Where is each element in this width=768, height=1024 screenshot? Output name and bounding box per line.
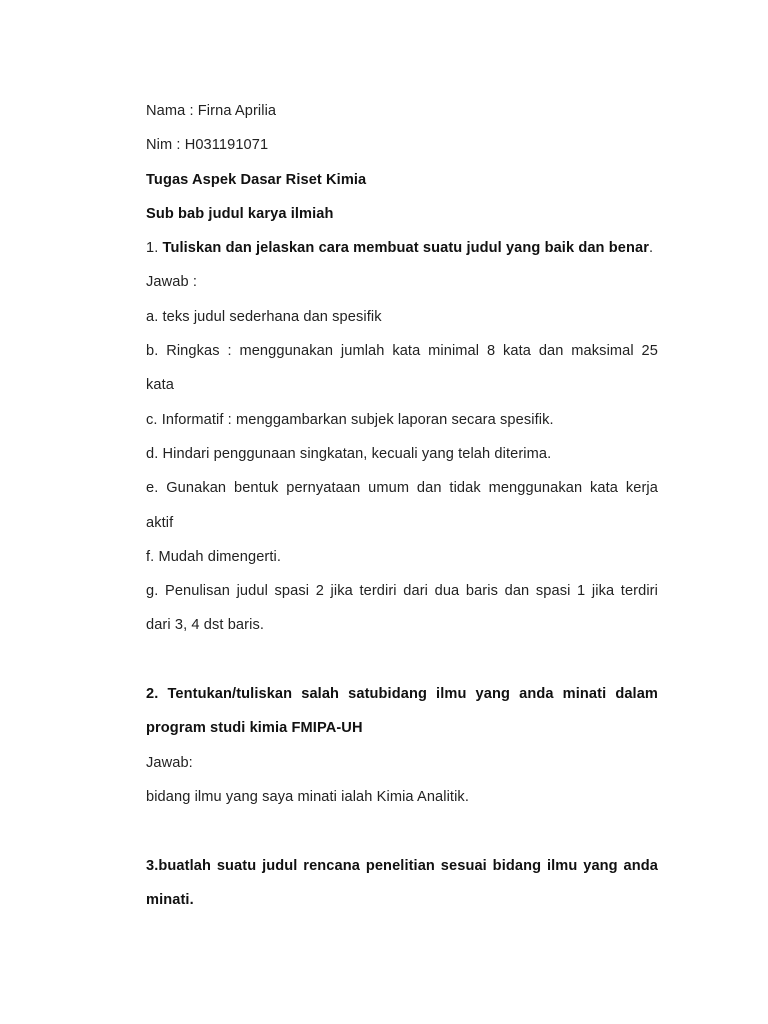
answer-1-item-g-line2: dari 3, 4 dst baris.: [146, 617, 264, 634]
answer-1-item-e-line1: e. Gunakan bentuk pernyataan umum dan tidak menggunakan kata kerja: [146, 480, 658, 497]
answer-1-item-e-line2: aktif: [146, 514, 174, 531]
answer-1-item-c: c. Informatif : menggambarkan subjek laporan secara spesifik.: [146, 411, 554, 428]
question-3-line1: 3.buatlah suatu judul rencana penelitian sesuai bidang ilmu yang anda: [146, 857, 658, 874]
document-page: [146, 98, 658, 921]
answer-1-item-g-line1: g. Penulisan judul spasi 2 jika terdiri dari dua baris dan spasi 1 jika terdiri: [146, 583, 658, 600]
assignment-title: Tugas Aspek Dasar Riset Kimia: [146, 171, 367, 188]
question-1-period: .: [648, 240, 654, 257]
assignment-subtitle: Sub bab judul karya ilmiah: [146, 205, 334, 222]
spacer: [146, 647, 658, 681]
question-3-line2: minati.: [146, 891, 194, 908]
answer-1-label: Jawab :: [146, 274, 197, 291]
student-nim: Nim : H031191071: [146, 137, 269, 154]
question-2-line2: program studi kimia FMIPA-UH: [146, 720, 363, 737]
answer-1-item-b-line1: b. Ringkas : menggunakan jumlah kata minimal 8 kata dan maksimal 25: [146, 343, 658, 360]
answer-1-item-b-line2: kata: [146, 377, 174, 394]
question-2-line1: 2. Tentukan/tuliskan salah satubidang ilmu yang anda minati dalam: [146, 686, 658, 703]
question-1-number: 1.: [146, 240, 163, 257]
question-1-text: Tuliskan dan jelaskan cara membuat suatu judul yang baik dan benar: [162, 240, 649, 257]
answer-2-label: Jawab:: [146, 754, 193, 771]
answer-2-text: bidang ilmu yang saya minati ialah Kimia Analitik.: [146, 788, 469, 805]
answer-1-item-a: a. teks judul sederhana dan spesifik: [146, 308, 382, 325]
student-name: Nama : Firna Aprilia: [146, 103, 277, 119]
question-1: [146, 235, 658, 269]
spacer: [146, 818, 658, 852]
answer-1-item-d: d. Hindari penggunaan singkatan, kecuali yang telah diterima.: [146, 445, 552, 462]
answer-1-item-f: f. Mudah dimengerti.: [146, 548, 282, 565]
